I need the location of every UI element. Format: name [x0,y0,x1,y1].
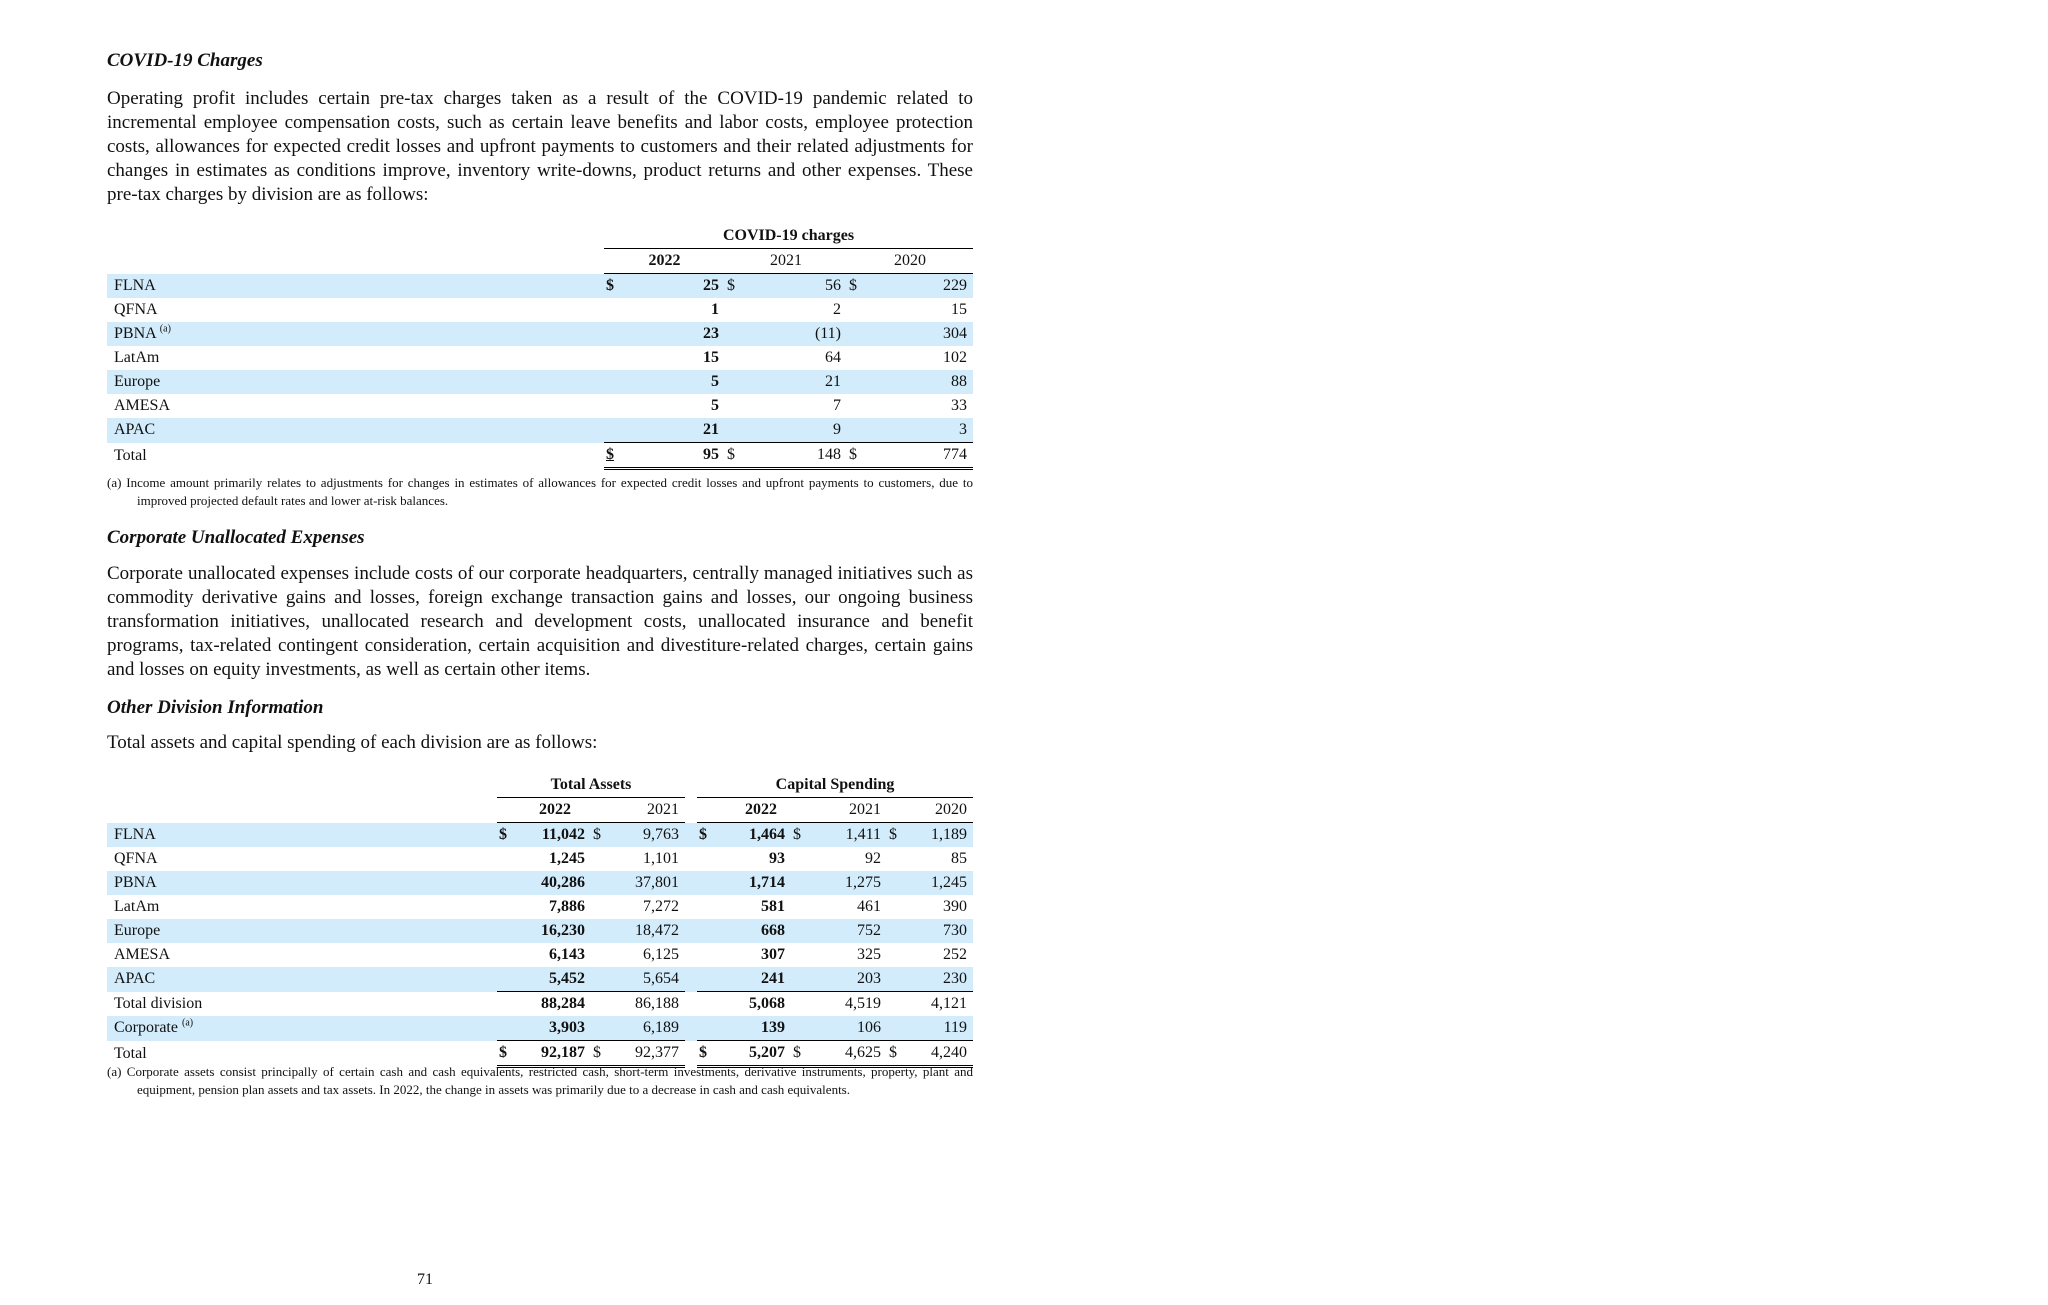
cell-value: 18,472 [611,919,685,943]
covid-charges-table [107,224,973,470]
cell-value: 102 [943,349,968,366]
currency-symbol [887,943,907,967]
currency-symbol [497,1016,517,1041]
currency-symbol [697,967,717,992]
footnote-marker: (a) [159,323,171,335]
currency-symbol [847,298,867,322]
cell-value: 3 [867,418,973,443]
currency-symbol: $ [887,1041,907,1067]
cell-value: 92,187 [517,1041,591,1067]
cell-value: 1,101 [643,850,680,867]
cell-value: 461 [857,898,882,915]
currency-symbol [697,871,717,895]
table-row [107,418,973,443]
row-label-text: QFNA [114,301,158,318]
currency-symbol: $ [791,1041,811,1067]
row-label [107,992,497,1017]
row-label-text: APAC [114,421,156,439]
currency-symbol: $ [725,274,745,299]
covid-year-2021: 2021 [725,249,847,274]
cell-value: 4,240 [907,1041,973,1067]
cell-value: 774 [867,443,973,469]
currency-symbol [604,322,624,346]
cell-value: 4,121 [931,995,968,1012]
row-label [107,895,497,919]
cell-value: 56 [745,274,847,299]
cell-value: 7,886 [549,898,585,915]
column-spacer [685,823,697,848]
cell-value: 6,189 [611,1016,685,1041]
corporate-heading: Corporate Unallocated Expenses [107,527,365,548]
assets-capex-table [107,773,973,1068]
cell-value: 1,245 [549,850,585,867]
column-spacer [685,847,697,871]
row-label-text: PBNA [114,325,156,342]
assets-group-header: Total Assets [497,773,685,798]
cell-value: 106 [811,1016,887,1041]
currency-symbol [791,871,811,895]
cell-value: 1,714 [717,871,791,895]
covid-year-2020: 2020 [847,249,973,274]
cell-value: 37,801 [611,871,685,895]
currency-symbol [697,1016,717,1041]
cell-value: 5 [711,397,719,414]
currency-symbol [497,943,517,967]
currency-symbol [725,298,745,322]
table-row [107,1016,973,1041]
cell-value: 23 [624,322,725,346]
currency-symbol: $ [591,823,611,848]
currency-symbol [604,394,624,418]
currency-symbol [725,394,745,418]
row-label [107,1016,497,1041]
currency-symbol: $ [604,443,624,469]
cell-value: 2 [833,301,841,318]
cell-value: 307 [761,946,786,963]
cell-value: 93 [769,850,786,867]
currency-symbol: $ [591,1041,611,1067]
cell-value: 752 [811,919,887,943]
currency-symbol [887,919,907,943]
cell-value: 92 [865,850,882,867]
table-row [107,847,973,871]
row-label [107,847,497,871]
table-row [107,943,973,967]
table-row [107,823,973,848]
currency-symbol [887,992,907,1017]
currency-symbol: $ [497,1041,517,1067]
row-label [107,394,604,418]
currency-symbol [604,346,624,370]
currency-symbol [847,322,867,346]
row-label-text: Total [114,1044,147,1062]
cell-value: 88 [867,370,973,394]
row-label-text: Europe [114,922,161,939]
cell-value: 15 [951,301,968,318]
row-label [107,322,604,346]
cell-value: 16,230 [517,919,591,943]
cell-value: 229 [867,274,973,299]
page-number: 71 [417,1271,433,1288]
currency-symbol [497,847,517,871]
currency-symbol [604,370,624,394]
currency-symbol [847,394,867,418]
currency-symbol [887,1016,907,1041]
currency-symbol: $ [847,443,867,469]
currency-symbol: $ [887,823,907,848]
currency-symbol [591,919,611,943]
row-label-text: PBNA [114,874,157,891]
cell-value: 92,377 [611,1041,685,1067]
row-label [107,943,497,967]
cell-value: 1,189 [907,823,973,848]
cell-value: 5,068 [749,995,786,1012]
cell-value: 5,654 [611,967,685,992]
cell-value: 15 [703,349,719,366]
capex-year-2021: 2021 [791,798,887,823]
row-label-text: QFNA [114,850,158,867]
currency-symbol [697,992,717,1017]
row-label [107,298,604,322]
covid-heading: COVID-19 Charges [107,50,263,71]
currency-symbol [697,943,717,967]
currency-symbol [791,919,811,943]
currency-symbol [725,418,745,443]
table-row [107,394,973,418]
row-label [107,370,604,394]
currency-symbol: $ [791,823,811,848]
currency-symbol [791,992,811,1017]
column-spacer [685,895,697,919]
row-label-text: LatAm [114,349,160,366]
cell-value: 86,188 [635,995,680,1012]
table-row [107,919,973,943]
currency-symbol [887,895,907,919]
cell-value: 5,207 [717,1041,791,1067]
table-row [107,895,973,919]
currency-symbol [591,895,611,919]
cell-value: 668 [717,919,791,943]
footnote-marker: (a) [181,1017,194,1029]
cell-value: 25 [624,274,725,299]
table-row [107,322,973,346]
currency-symbol [497,919,517,943]
row-label-text: Total division [114,994,203,1012]
row-label-text: FLNA [114,276,156,294]
currency-symbol: $ [847,274,867,299]
cell-value: 148 [745,443,847,469]
cell-value: 4,519 [845,995,882,1012]
currency-symbol [697,847,717,871]
row-label [107,418,604,443]
assets-year-2022: 2022 [497,798,591,823]
table-row [107,298,973,322]
covid-group-header: COVID-19 charges [604,224,973,249]
currency-symbol [604,418,624,443]
currency-symbol [725,370,745,394]
currency-symbol: $ [697,823,717,848]
cell-value: 230 [907,967,973,992]
cell-value: 7,272 [643,898,680,915]
currency-symbol [791,847,811,871]
row-label [107,823,497,848]
column-spacer [685,1016,697,1041]
table-row [107,370,973,394]
cell-value: 139 [717,1016,791,1041]
cell-value: 1,411 [811,823,887,848]
cell-value: 40,286 [517,871,591,895]
cell-value: 252 [943,946,968,963]
currency-symbol [591,992,611,1017]
currency-symbol [791,943,811,967]
currency-symbol [497,895,517,919]
currency-symbol [847,418,867,443]
row-label-text: FLNA [114,825,156,843]
table-row [107,871,973,895]
currency-symbol [497,992,517,1017]
cell-value: 6,125 [643,946,680,963]
cell-value: 304 [867,322,973,346]
currency-symbol [847,346,867,370]
row-label-text: Total [114,446,147,464]
cell-value: 4,625 [811,1041,887,1067]
currency-symbol [887,847,907,871]
row-label [107,443,604,469]
cell-value: 9 [745,418,847,443]
currency-symbol [697,895,717,919]
cell-value: 9,763 [611,823,685,848]
table-row [107,443,973,469]
table-row [107,274,973,299]
currency-symbol [604,298,624,322]
table-row [107,967,973,992]
column-spacer [685,943,697,967]
currency-symbol [591,847,611,871]
cell-value: 3,903 [517,1016,591,1041]
cell-value: 21 [624,418,725,443]
cell-value: 33 [951,397,968,414]
cell-value: 21 [745,370,847,394]
capex-group-header: Capital Spending [697,773,973,798]
currency-symbol [791,967,811,992]
assets-footnote: (a) Corporate assets consist principally of certain cash and cash equivalents, restricted cash, short-term investments, derivative instruments, property, plant and equipment, pension plan assets and tax assets. In 2022, the change in assets was primarily due to a decrease in cash and cash equivalents. [107,1064,973,1097]
row-label [107,919,497,943]
cell-value: 241 [717,967,791,992]
cell-value: 5,452 [517,967,591,992]
currency-symbol [591,967,611,992]
cell-value: 1 [711,301,719,318]
cell-value: 1,275 [811,871,887,895]
covid-footnote: (a) Income amount primarily relates to adjustments for changes in estimates of allowances for expected credit losses and upfront payments to customers, due to improved projected default rates and lower at-risk balances. [107,475,973,508]
cell-value: 5 [624,370,725,394]
other-heading: Other Division Information [107,697,324,718]
cell-value: 1,245 [907,871,973,895]
other-paragraph: Total assets and capital spending of each division are as follows: [107,732,598,753]
column-spacer [685,871,697,895]
cell-value: 581 [761,898,786,915]
row-label-text: Europe [114,373,161,390]
cell-value: 325 [857,946,882,963]
row-label-text: LatAm [114,898,160,915]
corporate-paragraph: Corporate unallocated expenses include costs of our corporate headquarters, centrally managed initiatives such as commodity derivative gains and losses, foreign exchange transaction gains and losses, our ongoing business transformation initiatives, unallocated research and development costs, unallocated insurance and benefit programs, tax-related contingent consideration, certain acquisition and divestiture-related charges, certain gains and losses on equity investments, as well as certain other items. [107,563,973,680]
row-label-text: APAC [114,970,156,988]
currency-symbol [887,871,907,895]
cell-value: 6,143 [549,946,585,963]
currency-symbol [497,967,517,992]
cell-value: 119 [907,1016,973,1041]
currency-symbol: $ [604,274,624,299]
currency-symbol [847,370,867,394]
cell-value: 11,042 [517,823,591,848]
row-label [107,871,497,895]
currency-symbol [791,895,811,919]
covid-paragraph: Operating profit includes certain pre-tax charges taken as a result of the COVID-19 pandemic related to incremental employee compensation costs, such as certain leave benefits and labor costs, employee protection costs, allowances for expected credit losses and upfront payments to customers and their related adjustments for changes in estimates as conditions improve, inventory write-downs, product returns and other expenses. These pre-tax charges by division are as follows: [107,88,973,205]
cell-value: 85 [951,850,968,867]
cell-value: 88,284 [541,995,585,1012]
currency-symbol [725,346,745,370]
row-label [107,967,497,992]
currency-symbol: $ [725,443,745,469]
currency-symbol [591,871,611,895]
column-spacer [685,967,697,992]
currency-symbol [725,322,745,346]
currency-symbol [791,1016,811,1041]
currency-symbol [497,871,517,895]
cell-value: 1,464 [717,823,791,848]
assets-year-2021: 2021 [591,798,685,823]
cell-value: (11) [745,322,847,346]
row-label [107,346,604,370]
cell-value: 95 [624,443,725,469]
capex-year-2022: 2022 [697,798,791,823]
capex-year-2020: 2020 [887,798,973,823]
cell-value: 7 [833,397,841,414]
covid-year-2022: 2022 [604,249,725,274]
row-label-text: Corporate [114,1019,178,1037]
currency-symbol [591,1016,611,1041]
row-label-text: AMESA [114,946,171,963]
table-row [107,992,973,1017]
cell-value: 203 [811,967,887,992]
currency-symbol: $ [497,823,517,848]
cell-value: 730 [907,919,973,943]
table-row [107,346,973,370]
column-spacer [685,919,697,943]
column-spacer [685,992,697,1017]
cell-value: 390 [943,898,968,915]
currency-symbol: $ [697,1041,717,1067]
currency-symbol [697,919,717,943]
currency-symbol [887,967,907,992]
row-label [107,274,604,299]
row-label-text: AMESA [114,397,171,414]
currency-symbol [591,943,611,967]
cell-value: 64 [825,349,841,366]
